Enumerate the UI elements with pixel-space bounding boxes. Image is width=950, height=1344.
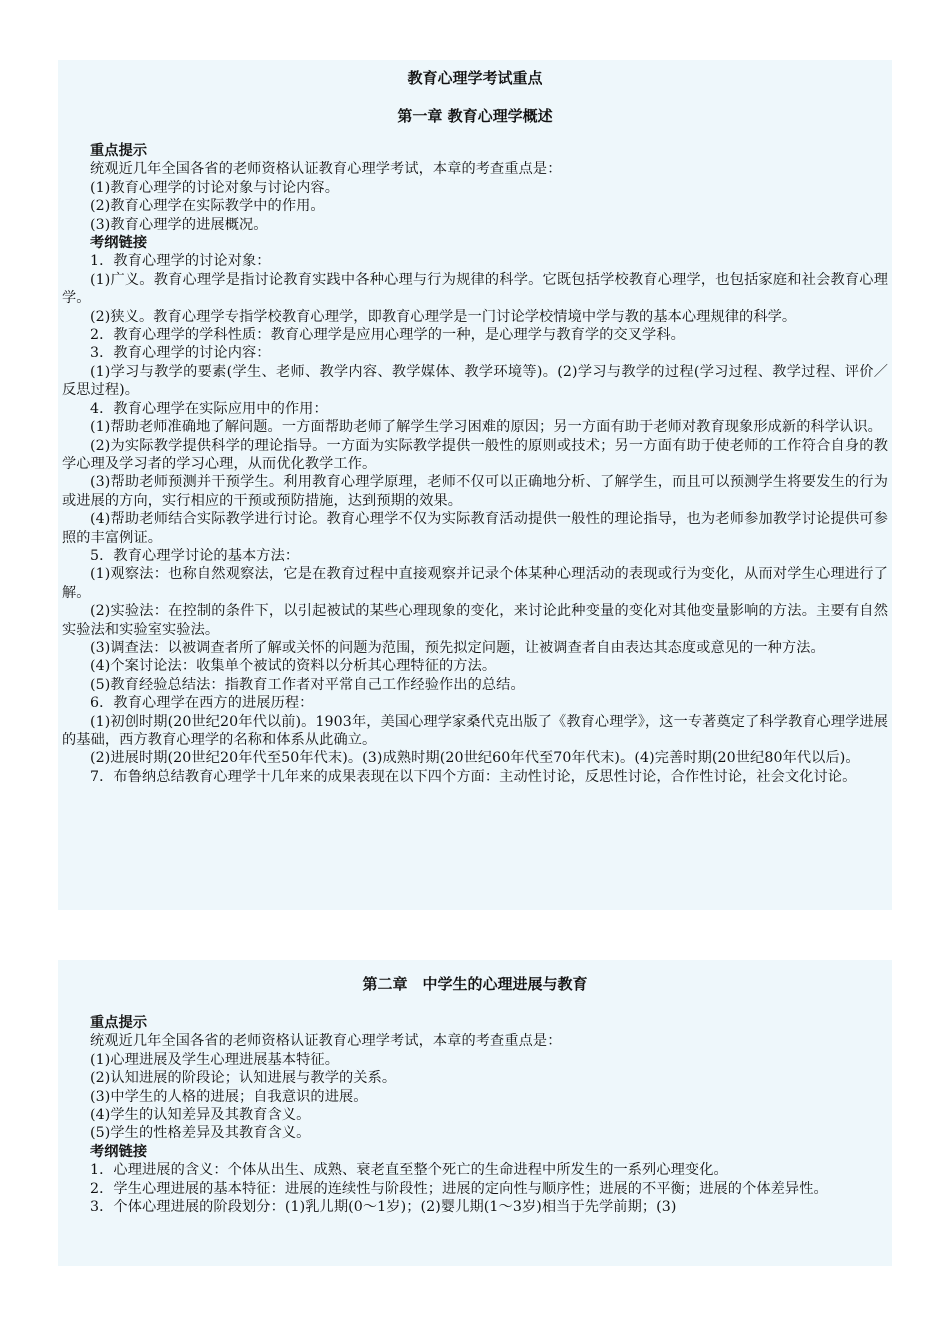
chapter2-paragraph: 1．心理进展的含义：个体从出生、成熟、衰老直至整个死亡的生命进程中所发生的一系列心理变化。: [90, 1162, 728, 1179]
chapter1-paragraph: (4)个案讨论法：收集单个被试的资料以分析其心理特征的方法。: [90, 658, 497, 675]
chapter1-paragraph: (2)为实际教学提供科学的理论指导。一方面为实际教学提供一般性的原则或技术；另一方面有助于使老师的工作符合自身的教学心理及学习者的学习心理，从而优化教学工作。: [62, 437, 888, 472]
chapter2-focus-item: (3)中学生的人格的进展；自我意识的进展。: [90, 1088, 368, 1105]
chapter1-focus-item: (2)教育心理学在实际教学中的作用。: [90, 198, 325, 215]
chapter1-focus-item: (3)教育心理学的进展概况。: [90, 216, 268, 233]
chapter1-title: 第一章 教育心理学概述: [397, 107, 553, 125]
chapter1-paragraph: (1)观察法：也称自然观察法，它是在教育过程中直接观察并记录个体某种心理活动的表现或行为变化，从而对学生心理进行了解。: [62, 566, 888, 601]
chapter1-focus-heading: 重点提示: [90, 143, 148, 159]
document-title: 教育心理学考试重点: [407, 69, 543, 87]
chapter1-paragraph: 2．教育心理学的学科性质：教育心理学是应用心理学的一种，是心理学与教育学的交叉学科。: [90, 327, 685, 344]
chapter1-paragraph: (3)帮助老师预测并干预学生。利用教育心理学原理，老师不仅可以正确地分析、了解学生，而且可以预测学生将要发生的行为或进展的方向，实行相应的干预或预防措施，达到预期的效果。: [62, 474, 888, 509]
chapter1-paragraph: (5)教育经验总结法：指教育工作者对平常自己工作经验作出的总结。: [90, 676, 525, 693]
chapter1-paragraph: (4)帮助老师结合实际教学进行讨论。教育心理学不仅为实际教育活动提供一般性的理论指导，也为老师参加教学讨论提供可参照的丰富例证。: [62, 511, 888, 546]
chapter1-paragraph: (2)进展时期(20世纪20年代至50年代末)。(3)成熟时期(20世纪60年代至70年代末)。(4)完善时期(20世纪80年代以后)。: [90, 750, 860, 767]
chapter1-paragraph: 3．教育心理学的讨论内容：: [90, 345, 271, 362]
chapter1-paragraph: (1)初创时期(20世纪20年代以前)。1903年，美国心理学家桑代克出版了《教育心理学》，这一专著奠定了科学教育心理学进展的基础，西方教育心理学的名称和体系从此确立。: [62, 713, 888, 748]
chapter1-paragraph: (1)学习与教学的要素(学生、老师、教学内容、教学媒体、教学环境等)。(2)学习与教学的过程(学习过程、教学过程、评价／反思过程)。: [62, 363, 888, 399]
chapter2-outline-heading: 考纲链接: [90, 1143, 148, 1160]
chapter2-intro: 统观近几年全国各省的老师资格认证教育心理学考试，本章的考查重点是：: [90, 1033, 562, 1050]
chapter1-paragraph: 4．教育心理学在实际应用中的作用：: [90, 400, 328, 417]
chapter1-paragraph: 5．教育心理学讨论的基本方法：: [90, 547, 300, 564]
chapter1-paragraph: (2)狭义。教育心理学专指学校教育心理学，即教育心理学是一门讨论学校情境中学与教的基本心理规律的科学。: [90, 308, 797, 325]
chapter2-focus-item: (4)学生的认知差异及其教育含义。: [90, 1107, 311, 1124]
chapter1-outline-heading: 考纲链接: [90, 235, 148, 252]
chapter2-focus-item: (1)心理进展及学生心理进展基本特征。: [90, 1051, 339, 1068]
chapter1-paragraph: (3)调查法：以被调查者所了解或关怀的问题为范围，预先拟定问题，让被调查者自由表达其态度或意见的一种方法。: [90, 639, 825, 656]
chapter1-paragraph: (2)实验法：在控制的条件下，以引起被试的某些心理现象的变化，来讨论此种变量的变化对其他变量影响的方法。主要有自然实验法和实验室实验法。: [62, 603, 888, 638]
chapter1-paragraph: 6．教育心理学在西方的进展历程：: [90, 695, 314, 712]
chapter2-section: [58, 960, 892, 1266]
chapter2-focus-heading: 重点提示: [90, 1015, 148, 1031]
chapter2-paragraph: 3．个体心理进展的阶段划分：(1)乳儿期(0～1岁)；(2)婴儿期(1～3岁)相当于先学前期；(3): [90, 1199, 677, 1216]
chapter1-paragraph: (1)广义。教育心理学是指讨论教育实践中各种心理与行为规律的科学。它既包括学校教育心理学，也包括家庭和社会教育心理学。: [62, 271, 888, 307]
chapter2-title: 第二章 中学生的心理进展与教育: [362, 975, 588, 993]
chapter1-focus-item: (1)教育心理学的讨论对象与讨论内容。: [90, 179, 339, 196]
chapter2-paragraph: 2．学生心理进展的基本特征：进展的连续性与阶段性；进展的定向性与顺序性；进展的不平衡；进展的个体差异性。: [90, 1180, 828, 1197]
chapter2-focus-item: (5)学生的性格差异及其教育含义。: [90, 1125, 311, 1142]
chapter1-paragraph: 1．教育心理学的讨论对象：: [90, 253, 271, 270]
chapter1-intro: 统观近几年全国各省的老师资格认证教育心理学考试，本章的考查重点是：: [90, 161, 562, 178]
chapter1-paragraph: 7．布鲁纳总结教育心理学十几年来的成果表现在以下四个方面：主动性讨论，反思性讨论，合作性讨论，社会文化讨论。: [90, 768, 857, 785]
chapter1-section: [58, 60, 892, 910]
chapter2-focus-item: (2)认知进展的阶段论；认知进展与教学的关系。: [90, 1070, 397, 1087]
chapter1-paragraph: (1)帮助老师准确地了解问题。一方面帮助老师了解学生学习困难的原因；另一方面有助于老师对教育现象形成新的科学认识。: [90, 419, 882, 436]
